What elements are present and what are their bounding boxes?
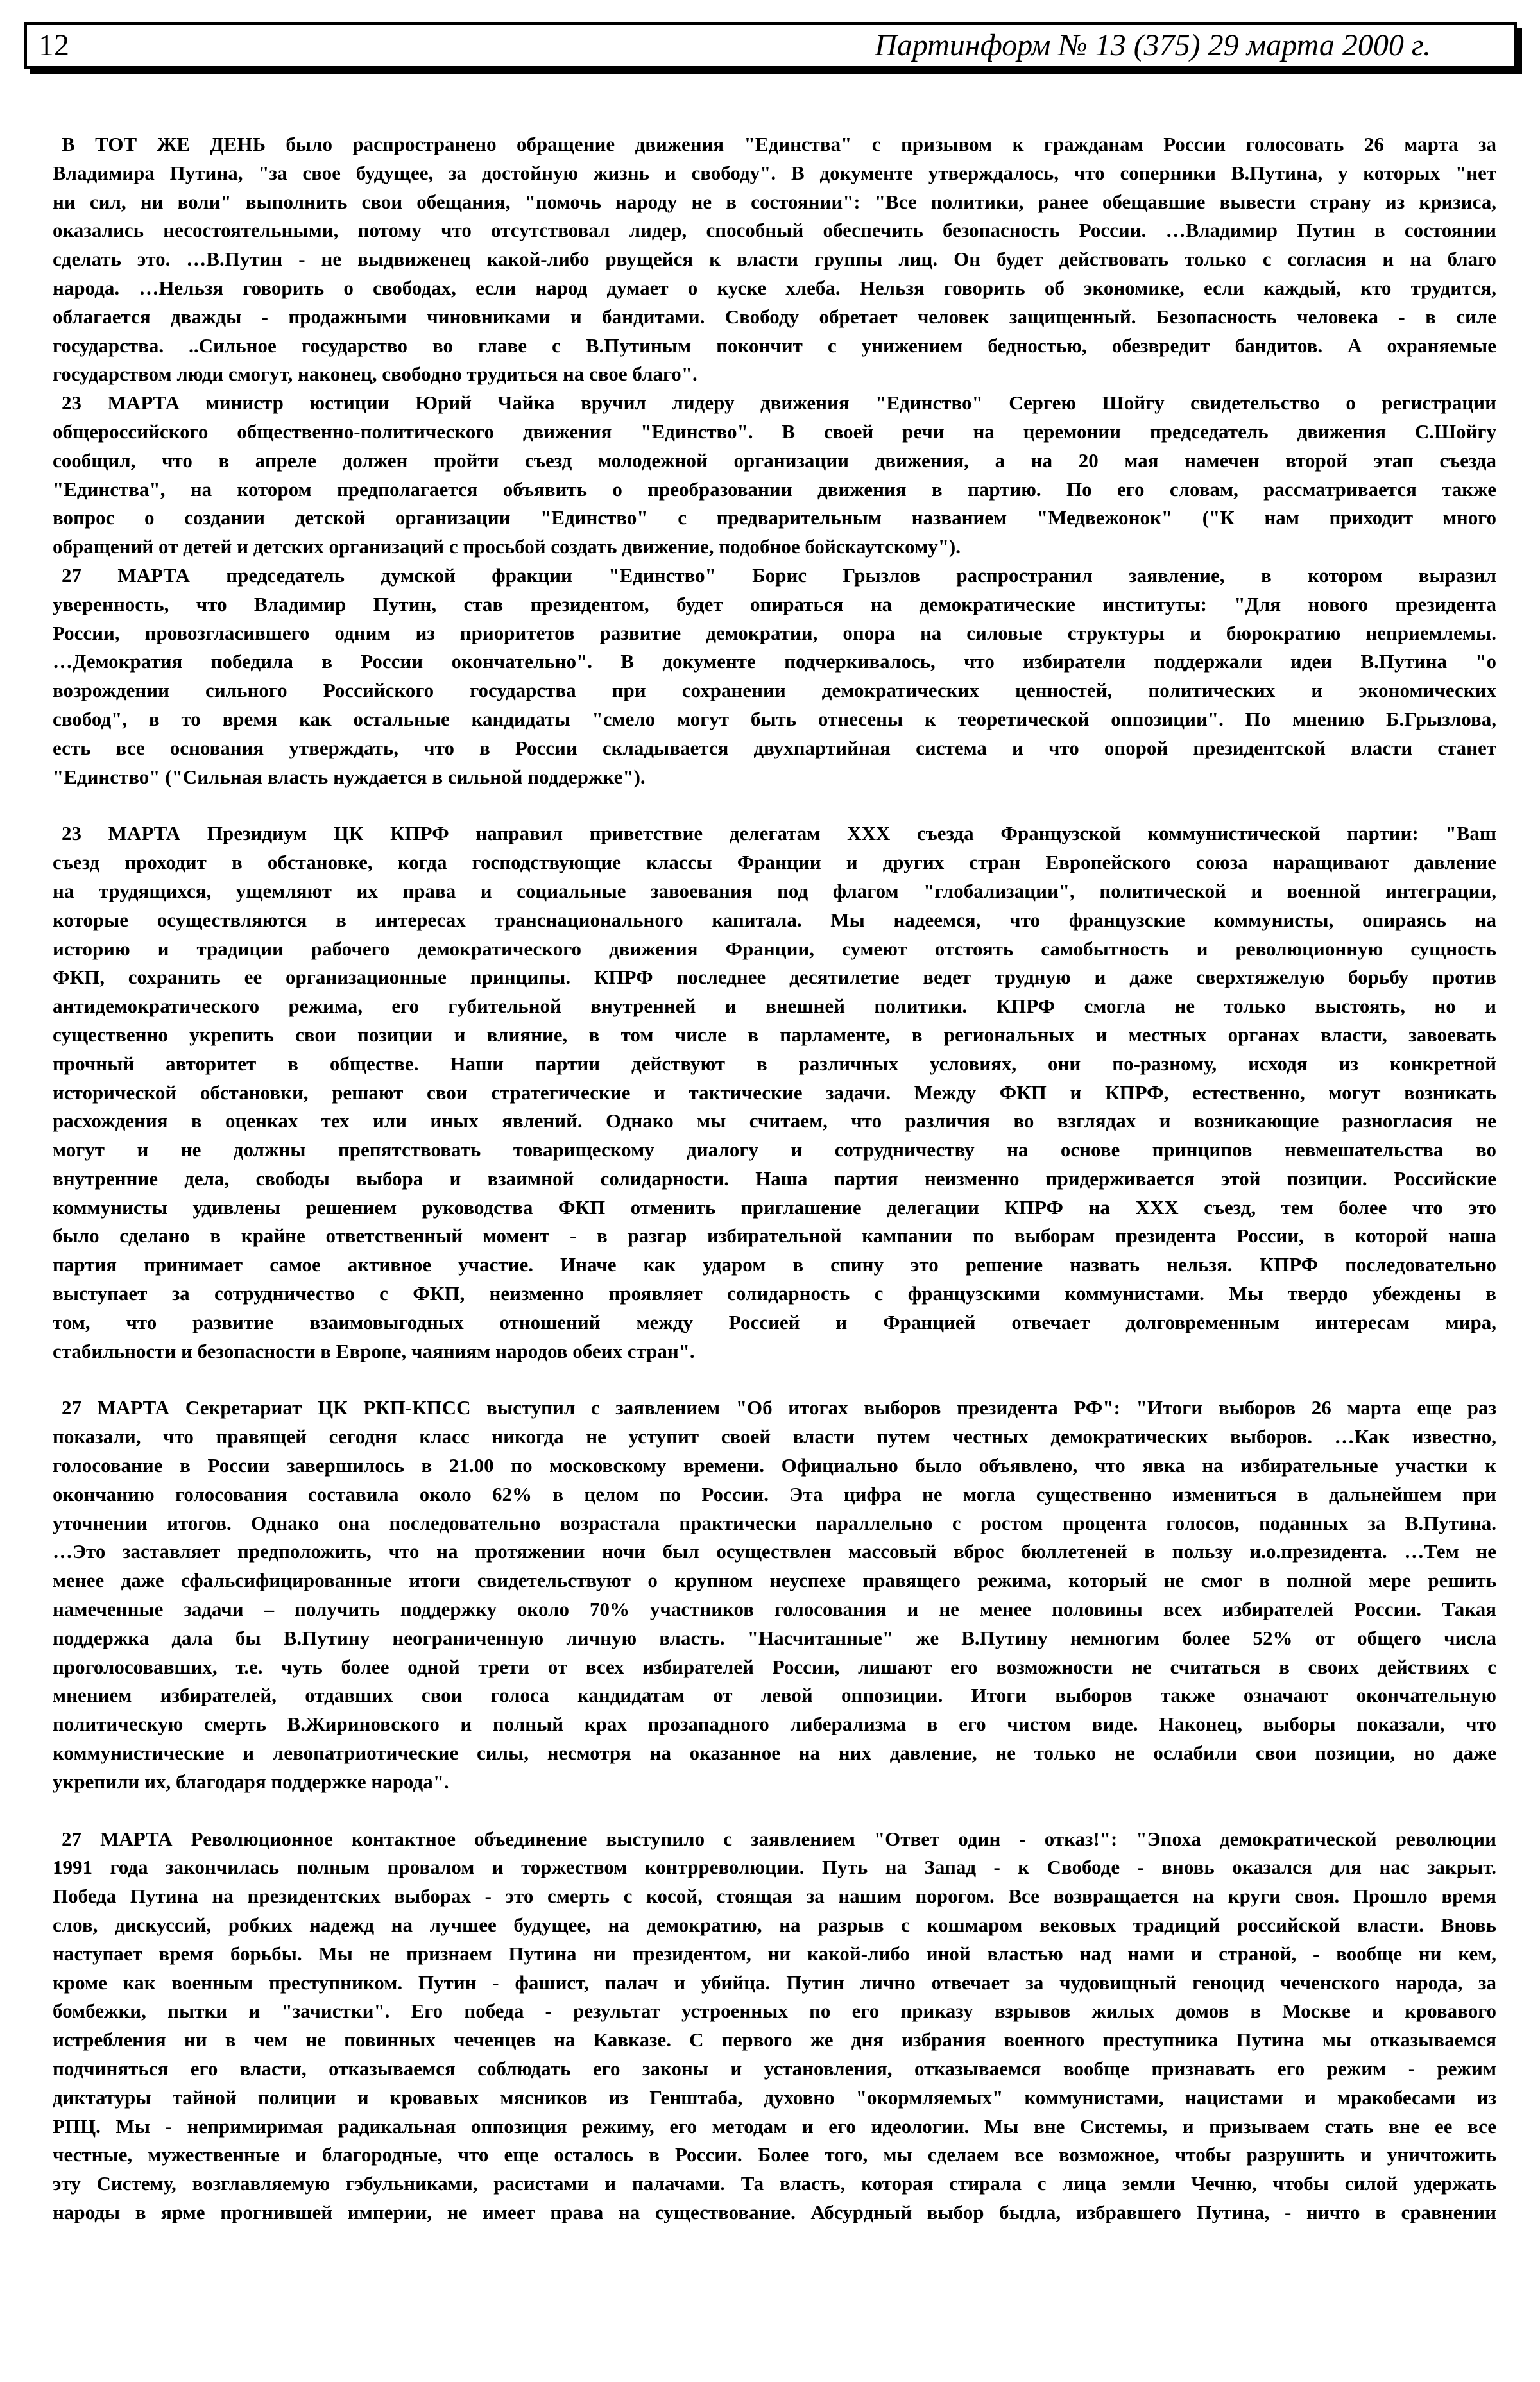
text-line: ФКП, сохранить ее организационные принципы. КПРФ последнее десятилетие ведет трудную и даже сверхтяжелую борьбу против [53, 966, 1496, 989]
text-line: исторической обстановки, решают свои стратегические и тактические задачи. Между ФКП и КПРФ, естественно, могут возникать [53, 1081, 1496, 1104]
text-line: поддержка дала бы В.Путину неограниченную личную власть. "Насчитанные" же В.Путину немногим более 52% от общего числа [53, 1626, 1496, 1649]
text-line: государства. ..Сильное государство во главе с В.Путиным покончит с унижением бедностью, обезвредит бандитов. А охраняемые [53, 334, 1496, 357]
text-line: истребления ни в чем не повинных чеченцев на Кавказе. С первого же дня избрания военного преступника Путина мы отказываемся [53, 2028, 1496, 2052]
text-line: народы в ярме прогнившей империи, не имеет права на существование. Абсурдный выбор быдла, избравшего Путина, - ничто в сравнении [53, 2200, 1496, 2223]
text-line: кроме как военным преступником. Путин - фашист, палач и убийца. Путин лично отвечает за чудовищный геноцид чеченского народа, за [53, 1971, 1496, 1994]
text-line: проголосовавших, т.е. чуть более одной трети от всех избирателей России, лишают его возможности не считаться в своих действиях с [53, 1655, 1496, 1678]
text-line: честные, мужественные и благородные, что еще осталось в России. Более того, мы сделаем все возможное, чтобы разрушить и уничтожить [53, 2143, 1496, 2166]
text-line: бомбежки, пытки и "зачистки". Его победа - результат устроенных по его приказу взрывов жилых домов в Москве и кровавого [53, 2000, 1496, 2023]
text-line: могут и не должны препятствовать товарищескому диалогу и сотрудничеству на основе принципов невмешательства во [53, 1138, 1496, 1161]
text-line: диктатуры тайной полиции и кровавых мясников из Генштаба, духовно "окормляемых" коммунистами, нацистами и мракобесами из [53, 2086, 1496, 2109]
text-line: укрепили их, благодаря поддержке народа". [53, 1770, 449, 1793]
text-line: коммунистические и левопатриотические силы, несмотря на оказанное на них давление, не только не ослабили свои позиции, но даже [53, 1742, 1496, 1765]
text-line: мнением избирателей, отдавших свои голоса кандидатам от левой оппозиции. Итоги выборов также означают окончательную [53, 1684, 1496, 1707]
text-line: общероссийского общественно-политического движения "Единство". В своей речи на церемонии председатель движения С.Шойгу [53, 420, 1496, 443]
text-line: наступает время борьбы. Мы не признаем Путина ни президентом, ни какой-либо иной властью над нами и страной, - вообще ни кем, [53, 1942, 1496, 1965]
text-line: государством люди смогут, наконец, свободно трудиться на свое благо". [53, 363, 697, 386]
text-line: В ТОТ ЖЕ ДЕНЬ было распространено обращение движения "Единства" с призывом к гражданам России голосовать 26 марта за [62, 133, 1496, 155]
text-line: было сделано в крайне ответственный момент - в разгар избирательной кампании по выборам президента России, в которой наша [53, 1224, 1496, 1247]
text-line: эту Систему, возглавляемую гэбульниками, расистами и палачами. Та власть, которая стирала с лица земли Чечню, чтобы силой удержать [53, 2172, 1496, 2195]
text-line: прочный авторитет в обществе. Наши партии действуют в различных условиях, они по-разному, исходя из конкретной [53, 1052, 1496, 1075]
text-line: есть все основания утверждать, что в России складывается двухпартийная система и что опорой президентской власти станет [53, 736, 1496, 759]
text-line: обращений от детей и детских организаций с просьбой создать движение, подобное бойскаутскому"). [53, 535, 961, 558]
text-line: Владимира Путина, "за свое будущее, за достойную жизнь и свободу". В документе утверждалось, что соперники В.Путина, у которых "нет [53, 161, 1496, 184]
text-line: 27 МАРТА Революционное контактное объединение выступило с заявлением "Ответ один - отказ!": "Эпоха демократической революции [62, 1827, 1496, 1850]
text-line: которые осуществляются в интересах транснационального капитала. Мы надеемся, что французские коммунисты, опираясь на [53, 908, 1496, 931]
text-line: "Единство" ("Сильная власть нуждается в сильной поддержке"). [53, 765, 646, 788]
text-line: Победа Путина на президентских выборах - это смерть с косой, стоящая за нашим порогом. Все возвращается на круги своя. Прошло время [53, 1885, 1496, 1908]
text-line: ни сил, ни воли" выполнить свои обещания, "помочь народу не в состоянии": "Все политики, ранее обещавшие вывести страну из кризиса, [53, 190, 1496, 213]
text-line: показали, что правящей сегодня класс никогда не уступит своей власти путем честных демократических выборов. …Как известно, [53, 1425, 1496, 1448]
text-line: сделать это. …В.Путин - не выдвиженец какой-либо рвущейся к власти группы лиц. Он будет действовать только с согласия и на благо [53, 248, 1496, 271]
text-line: голосование в России завершилось в 21.00 по московскому времени. Официально было объявлено, что явка на избирательные участки к [53, 1454, 1496, 1477]
text-line: России, провозгласившего одним из приоритетов развитие демократии, опора на силовые структуры и бюрократию неприемлемы. [53, 621, 1496, 644]
text-line: вопрос о создании детской организации "Единство" с предварительным названием "Медвежонок" ("К нам приходит много [53, 506, 1496, 529]
text-line: на трудящихся, ущемляют их права и социальные завоевания под флагом "глобализации", политической и военной интеграции, [53, 879, 1496, 902]
text-line: …Демократия победила в России окончательно". В документе подчеркивалось, что избиратели поддержали идеи В.Путина "о [53, 650, 1496, 673]
article-body [53, 130, 1496, 2227]
text-line: 23 МАРТА Президиум ЦК КПРФ направил приветствие делегатам XXX съезда Французской коммунистической партии: "Ваш [62, 822, 1496, 845]
text-line: возрождении сильного Российского государства при сохранении демократических ценностей, политических и экономических [53, 679, 1496, 702]
text-line: подчиняться его власти, отказываемся соблюдать его законы и установления, отказываемся вообще признавать его режим - режим [53, 2057, 1496, 2080]
text-line: облагается дважды - продажными чиновниками и бандитами. Свободу обретает человек защищенный. Безопасность человека - в силе [53, 305, 1496, 328]
page-header [24, 22, 1517, 69]
text-line: расхождения в оценках тех или иных явлений. Однако мы считаем, что различия во взглядах и возникающие разногласия не [53, 1110, 1496, 1133]
text-line: историю и традиции рабочего демократического движения Франции, сумеют отстоять самобытность и революционную сущность [53, 937, 1496, 960]
text-line: партия принимает самое активное участие. Иначе как ударом в спину это решение назвать нельзя. КПРФ последовательно [53, 1253, 1496, 1276]
text-line: намеченные задачи – получить поддержку около 70% участников голосования и не менее половины всех избирателей России. Такая [53, 1598, 1496, 1621]
text-line: …Это заставляет предположить, что на протяжении ночи был осуществлен массовый вброс бюллетеней в пользу и.о.президента. …Тем не [53, 1540, 1496, 1563]
text-line: политическую смерть В.Жириновского и полный крах прозападного либерализма в его чистом виде. Наконец, выборы показали, что [53, 1713, 1496, 1736]
text-line: 1991 года закончилась полным провалом и торжеством контрреволюции. Путь на Запад - к Свободе - вновь оказался для нас закрыт. [53, 1856, 1496, 1879]
text-line: существенно укрепить свои позиции и влияние, в том числе в парламенте, в региональных и местных органах власти, завоевать [53, 1023, 1496, 1046]
text-line: сообщил, что в апреле должен пройти съезд молодежной организации движения, а на 20 мая намечен второй этап съезда [53, 449, 1496, 472]
text-line: коммунисты удивлены решением руководства ФКП отменить приглашение делегации КПРФ на XXX съезд, тем более что это [53, 1195, 1496, 1219]
text-line: стабильности и безопасности в Европе, чаяниям народов обеих стран". [53, 1339, 695, 1362]
text-line: окончанию голосования составила около 62% в целом по России. Эта цифра не могла существенно измениться в дальнейшем при [53, 1482, 1496, 1505]
page-number: 12 [38, 28, 69, 62]
text-line: выступает за сотрудничество с ФКП, неизменно проявляет солидарность с французскими коммунистами. Мы твердо убеждены в [53, 1282, 1496, 1305]
news-paragraph [53, 819, 1496, 1366]
news-paragraph [53, 561, 1496, 791]
text-line: уточнении итогов. Однако она последовательно возрастала практически параллельно с ростом процента голосов, поданных за В.Путина. [53, 1511, 1496, 1534]
text-line: антидемократического режима, его губительной внутренней и внешней политики. КПРФ смогла не только выстоять, но и [53, 995, 1496, 1018]
text-line: менее даже сфальсифицированные итоги свидетельствуют о крупном неуспехе правящего режима, который не смог в полной мере решить [53, 1569, 1496, 1592]
text-line: 27 МАРТА председатель думской фракции "Единство" Борис Грызлов распространил заявление, в котором выразил [62, 563, 1496, 587]
news-paragraph [53, 389, 1496, 561]
news-paragraph [53, 130, 1496, 389]
text-line: "Единства", на котором предполагается объявить о преобразовании движения в партию. По его словам, рассматривается также [53, 477, 1496, 501]
text-line: слов, дискуссий, робких надежд на лучшее будущее, на демократию, на разрыв с кошмаром вековых традиций российской власти. Вновь [53, 1914, 1496, 1937]
text-line: внутренние дела, свободы выбора и взаимной солидарности. Наша партия неизменно придерживается этой позиции. Российские [53, 1167, 1496, 1190]
text-line: свобод", в то время как остальные кандидаты "смело могут быть отнесены к теоретической оппозиции". По мнению Б.Грызлова, [53, 707, 1496, 730]
text-line: 23 МАРТА министр юстиции Юрий Чайка вручил лидеру движения "Единство" Сергею Шойгу свидетельство о регистрации [62, 391, 1496, 415]
text-line: уверенность, что Владимир Путин, став президентом, будет опираться на демократические институты: "Для нового президента [53, 592, 1496, 615]
text-line: съезд проходит в обстановке, когда господствующие классы Франции и других стран Европейского союза наращивают давление [53, 851, 1496, 874]
news-paragraph [53, 1394, 1496, 1796]
text-line: РПЦ. Мы - непримиримая радикальная оппозиция режиму, его методам и его идеологии. Мы вне Системы, и призываем стать вне ее все [53, 2114, 1496, 2138]
text-line: том, что развитие взаимовыгодных отношений между Россией и Францией отвечает долговременным интересам мира, [53, 1310, 1496, 1333]
news-paragraph [53, 1825, 1496, 2227]
text-line: оказались несостоятельными, потому что отсутствовал лидер, способный обеспечить безопасность России. …Владимир Путин в состоянии [53, 219, 1496, 242]
issue-title: Партинформ № 13 (375) 29 марта 2000 г. [875, 28, 1431, 62]
text-line: 27 МАРТА Секретариат ЦК РКП-КПСС выступил с заявлением "Об итогах выборов президента РФ": "Итоги выборов 26 марта еще раз [62, 1396, 1496, 1419]
text-line: народа. …Нельзя говорить о свободах, если народ думает о куске хлеба. Нельзя говорить об экономике, если каждый, кто трудится, [53, 276, 1496, 299]
